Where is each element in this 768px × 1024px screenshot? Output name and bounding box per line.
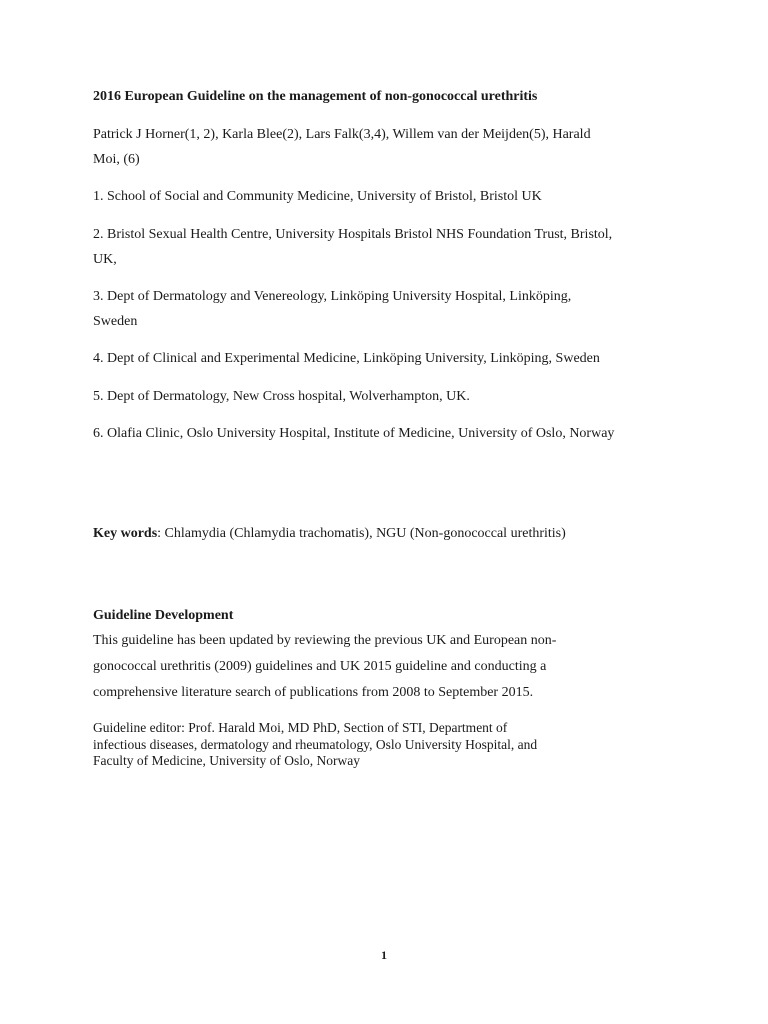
editor-line-1: Guideline editor: Prof. Harald Moi, MD PhD, Section of STI, Department of [93, 720, 508, 735]
development-line-2: gonococcal urethritis (2009) guidelines and UK 2015 guideline and conducting a [93, 659, 547, 674]
development-heading: Guideline Development [93, 608, 234, 623]
keywords-text: : Chlamydia (Chlamydia trachomatis), NGU (Non-gonococcal urethritis) [157, 526, 566, 541]
keywords-line [93, 525, 566, 543]
editor-line-3: Faculty of Medicine, University of Oslo, Norway [93, 753, 360, 768]
affiliation-5: 5. Dept of Dermatology, New Cross hospital, Wolverhampton, UK. [93, 389, 470, 404]
document-title: 2016 European Guideline on the management of non-gonococcal urethritis [93, 89, 538, 104]
authors-line-2: Moi, (6) [93, 152, 140, 167]
affiliation-2-line-2: UK, [93, 252, 117, 267]
affiliation-3-line-1: 3. Dept of Dermatology and Venereology, Linköping University Hospital, Linköping, [93, 289, 572, 304]
development-line-1: This guideline has been updated by reviewing the previous UK and European non- [93, 633, 557, 648]
affiliation-6: 6. Olafia Clinic, Oslo University Hospital, Institute of Medicine, University of Oslo, Norway [93, 426, 615, 441]
development-line-3: comprehensive literature search of publications from 2008 to September 2015. [93, 685, 534, 700]
affiliation-3-line-2: Sweden [93, 314, 138, 329]
authors-line-1: Patrick J Horner(1, 2), Karla Blee(2), Lars Falk(3,4), Willem van der Meijden(5), Harald [93, 127, 591, 142]
affiliation-4: 4. Dept of Clinical and Experimental Medicine, Linköping University, Linköping, Sweden [93, 351, 600, 366]
affiliation-2-line-1: 2. Bristol Sexual Health Centre, University Hospitals Bristol NHS Foundation Trust, Bristol, [93, 227, 613, 242]
affiliation-1: 1. School of Social and Community Medicine, University of Bristol, Bristol UK [93, 189, 542, 204]
editor-line-2: infectious diseases, dermatology and rheumatology, Oslo University Hospital, and [93, 737, 538, 752]
page-number: 1 [381, 948, 387, 962]
keywords-label: Key words [93, 526, 158, 541]
